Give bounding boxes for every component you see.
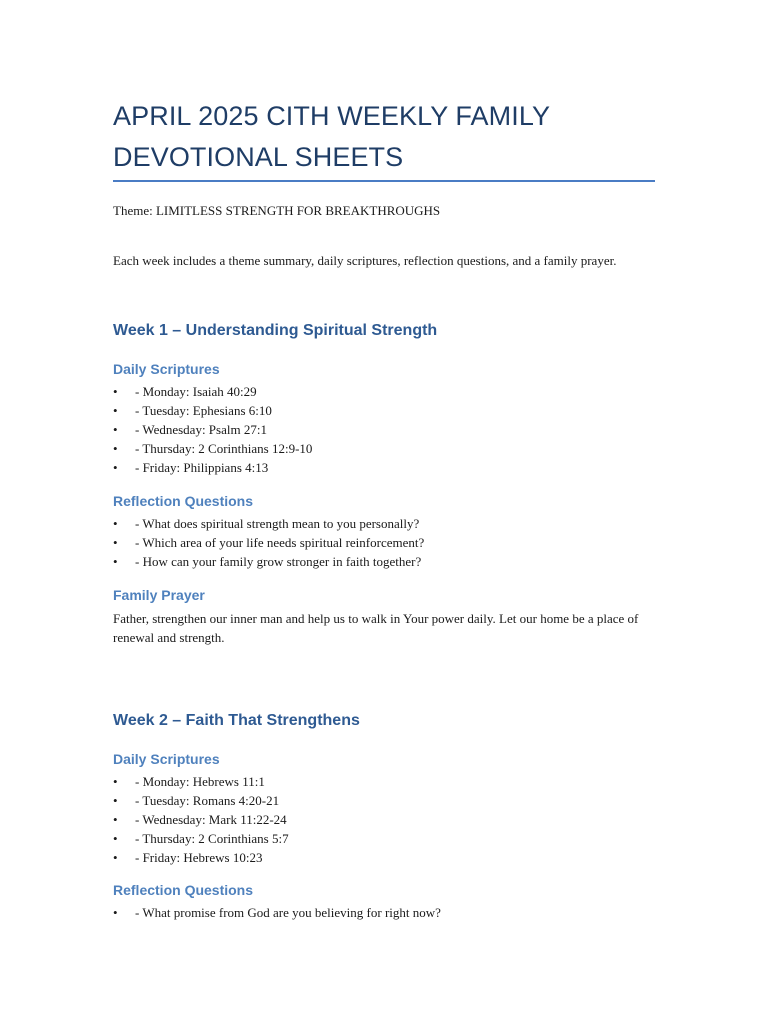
bullet-icon: • (113, 460, 118, 475)
page-title: APRIL 2025 CITH WEEKLY FAMILY DEVOTIONAL SHEETS (113, 101, 550, 172)
list-item (113, 848, 658, 867)
bullet-icon: • (113, 535, 118, 550)
bullet-icon: • (113, 905, 118, 920)
list-item (113, 772, 658, 791)
bullet-icon: • (113, 554, 118, 569)
list-item (113, 382, 658, 401)
list-item (113, 439, 658, 458)
week-1-reflection-heading: Reflection Questions (113, 493, 254, 509)
list-item-text: - Friday: Philippians 4:13 (135, 460, 269, 475)
list-item (113, 514, 658, 533)
list-item-text: - Which area of your life needs spiritual reinforcement? (135, 535, 425, 550)
list-item-text: - Thursday: 2 Corinthians 5:7 (135, 831, 289, 846)
week-2-reflection-heading: Reflection Questions (113, 882, 254, 898)
week-2-heading: Week 2 – Faith That Strengthens (113, 712, 360, 729)
week-1-scriptures-list (113, 382, 658, 477)
week-1-prayer-text: Father, strengthen our inner man and help us to walk in Your power daily. Let our home be a place of renewal and strength. (113, 611, 639, 645)
bullet-icon: • (113, 831, 118, 846)
list-item-text: - Wednesday: Psalm 27:1 (135, 422, 267, 437)
bullet-icon: • (113, 516, 118, 531)
bullet-icon: • (113, 812, 118, 827)
list-item (113, 401, 658, 420)
week-2-scriptures-list (113, 772, 658, 867)
list-item (113, 420, 658, 439)
list-item (113, 903, 658, 922)
list-item-text: - Friday: Hebrews 10:23 (135, 850, 263, 865)
week-2-reflection-list (113, 903, 658, 922)
week-1-heading: Week 1 – Understanding Spiritual Strength (113, 322, 438, 339)
list-item-text: - What promise from God are you believing for right now? (135, 905, 441, 920)
week-1-scriptures-heading: Daily Scriptures (113, 361, 220, 377)
intro-paragraph: Each week includes a theme summary, daily scriptures, reflection questions, and a family prayer. (113, 253, 617, 268)
theme-line: Theme: LIMITLESS STRENGTH FOR BREAKTHROUGHS (113, 203, 441, 218)
list-item-text: - Monday: Isaiah 40:29 (135, 384, 257, 399)
bullet-icon: • (113, 774, 118, 789)
bullet-icon: • (113, 422, 118, 437)
week-1-prayer-heading: Family Prayer (113, 587, 205, 603)
title-divider (113, 180, 655, 182)
list-item-text: - Monday: Hebrews 11:1 (135, 774, 265, 789)
list-item (113, 810, 658, 829)
list-item-text: - What does spiritual strength mean to you personally? (135, 516, 420, 531)
week-2-scriptures-heading: Daily Scriptures (113, 751, 220, 767)
list-item (113, 791, 658, 810)
list-item (113, 552, 658, 571)
list-item-text: - Thursday: 2 Corinthians 12:9-10 (135, 441, 313, 456)
week-1-reflection-list (113, 514, 658, 571)
bullet-icon: • (113, 384, 118, 399)
bullet-icon: • (113, 850, 118, 865)
bullet-icon: • (113, 403, 118, 418)
bullet-icon: • (113, 793, 118, 808)
list-item-text: - Tuesday: Romans 4:20-21 (135, 793, 280, 808)
bullet-icon: • (113, 441, 118, 456)
list-item (113, 829, 658, 848)
list-item-text: - Wednesday: Mark 11:22-24 (135, 812, 287, 827)
list-item (113, 533, 658, 552)
list-item-text: - How can your family grow stronger in faith together? (135, 554, 422, 569)
list-item (113, 458, 658, 477)
list-item-text: - Tuesday: Ephesians 6:10 (135, 403, 272, 418)
